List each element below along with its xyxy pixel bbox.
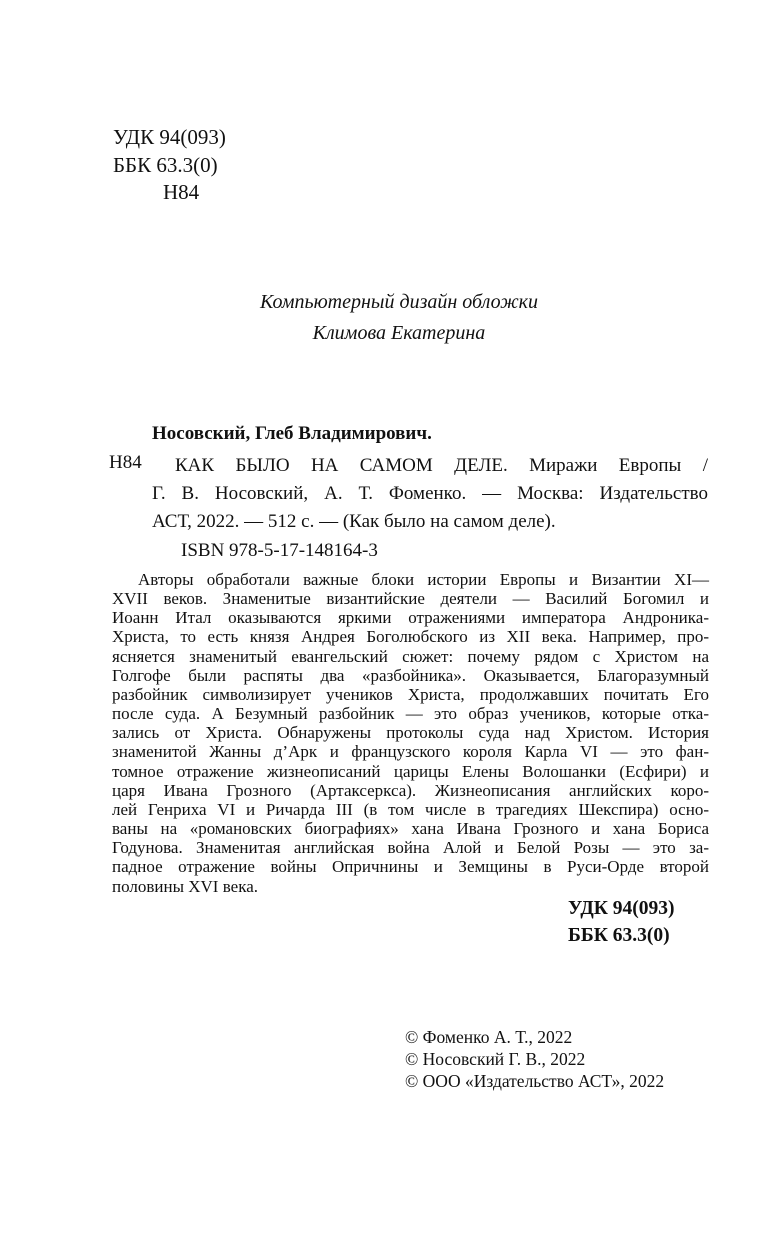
udk-code-bottom: УДК 94(093) xyxy=(568,898,675,919)
catalog-author-heading: Носовский, Глеб Владимирович. xyxy=(152,423,432,444)
catalog-entry xyxy=(152,452,708,536)
udk-code: УДК 94(093) xyxy=(113,125,226,149)
cover-design-credit xyxy=(113,287,685,349)
catalog-entry-code: Н84 xyxy=(109,452,142,473)
annotation-line: Годунова. Знаменитая английская война Алой и Белой Розы — это за- xyxy=(112,838,709,858)
copyright-line: © Носовский Г. В., 2022 xyxy=(405,1048,586,1069)
annotation-paragraph xyxy=(112,570,709,896)
annotation-line: Христа, то есть князя Андрея Боголюбского из XII века. Например, про- xyxy=(112,627,709,647)
annotation-line: царя Ивана Грозного (Артаксеркса). Жизнеописания английских коро- xyxy=(112,780,709,800)
catalog-entry-line: Г. В. Носовский, А. Т. Фоменко. — Москва: Издательство xyxy=(152,483,708,504)
annotation-line: падное отражение войны Опричнины и Земщины в Руси-Орде второй xyxy=(112,857,709,877)
catalog-entry-line: КАК БЫЛО НА САМОМ ДЕЛЕ. Миражи Европы / xyxy=(175,455,708,476)
annotation-line: зались от Христа. Обнаружены протоколы суда над Христом. История xyxy=(112,723,709,743)
annotation-line: разбойник символизирует учеников Христа, продолжавших почитать Его xyxy=(112,684,709,704)
annotation-line: ваны на «романовских биографиях» хана Ивана Грозного и хана Бориса xyxy=(112,819,709,839)
annotation-line: лей Генриха VI и Ричарда III (в том числе в трагедиях Шекспира) осно- xyxy=(112,799,709,819)
cover-designer-name: Климова Екатерина xyxy=(312,322,486,344)
bottom-classification-codes xyxy=(568,896,675,949)
cover-design-role: Компьютерный дизайн обложки xyxy=(259,291,539,313)
author-sign-code: Н84 xyxy=(163,180,200,204)
copyright-line: © Фоменко А. Т., 2022 xyxy=(405,1027,573,1047)
copyright-block xyxy=(405,1027,664,1092)
isbn: ISBN 978-5-17-148164-3 xyxy=(181,540,378,561)
annotation-line: знаменитой Жанны д’Арк и французского короля Карла VI — это фан- xyxy=(112,742,709,762)
bbk-code-bottom: ББК 63.3(0) xyxy=(568,924,670,946)
annotation-line: Авторы обработали важные блоки истории Европы и Византии XI— xyxy=(138,570,709,589)
catalog-entry-line: АСТ, 2022. — 512 с. — (Как было на самом деле). xyxy=(152,511,556,532)
copyright-line: © ООО «Издательство АСТ», 2022 xyxy=(405,1070,665,1091)
top-classification-codes xyxy=(113,124,226,207)
annotation-line: половины XVI века. xyxy=(112,876,258,896)
annotation-line: после суда. А Безумный разбойник — это образ учеников, которые отка- xyxy=(112,704,709,724)
annotation-line: Голгофе были распяты два «разбойника». Оказывается, Благоразумный xyxy=(112,665,709,685)
annotation-line: томное отражение жизнеописаний царицы Елены Волошанки (Есфири) и xyxy=(112,761,709,781)
annotation-line: XVII веков. Знаменитые византийские деятели — Василий Богомил и xyxy=(112,589,709,609)
annotation-line: Иоанн Итал оказываются яркими отражениями императора Андроника- xyxy=(112,608,709,628)
bbk-code: ББК 63.3(0) xyxy=(113,152,218,177)
annotation-line: ясняется знаменитый евангельский сюжет: почему рядом с Христом на xyxy=(112,646,709,666)
